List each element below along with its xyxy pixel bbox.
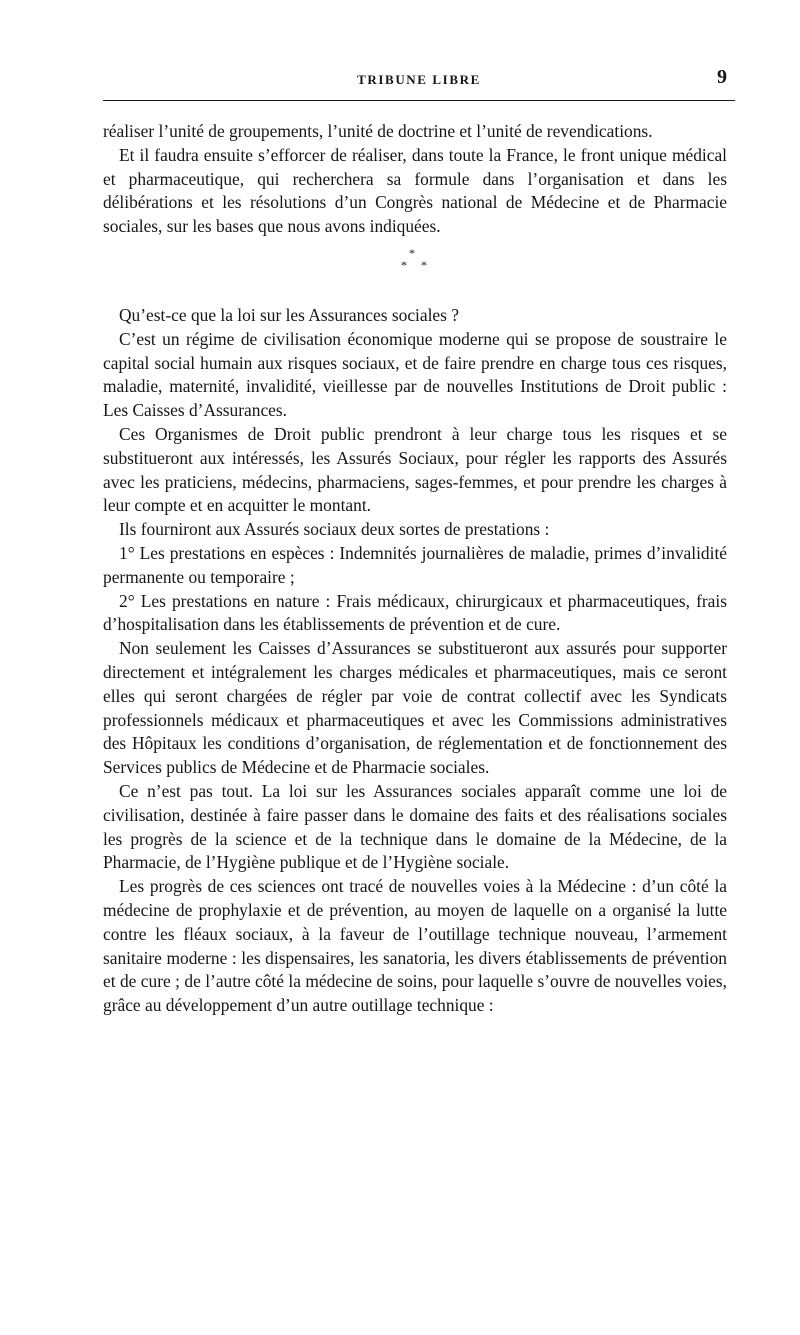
paragraph: 2° Les prestations en nature : Frais médicaux, chirurgicaux et pharmaceutiques, frais d’hospitalisation dans les établissements de prévention et de cure. xyxy=(103,590,727,635)
body-text xyxy=(103,120,727,1018)
paragraph: Ils fourniront aux Assurés sociaux deux sortes de prestations : xyxy=(119,519,550,540)
page-header xyxy=(103,62,735,102)
separator-star: * xyxy=(409,245,415,260)
paragraph: C’est un régime de civilisation économique moderne qui se propose de soustraire le capital social humain aux risques sociaux, et de faire prendre en charge tous ces risques, maladie, maternité, invalidité, vieillesse par de nouvelles Institutions de Droit public : Les Caisses d’Assurances. xyxy=(103,328,727,421)
page-number: 9 xyxy=(717,66,727,88)
paragraph: Ce n’est pas tout. La loi sur les Assurances sociales apparaît comme une loi de civilisation, destinée à faire passer dans le domaine des faits et des réalisations sociales les progrès de la science et de la technique dans le domaine de la Médecine, de la Pharmacie, de l’Hygiène publique et de l’Hygiène sociale. xyxy=(103,780,727,873)
section-separator xyxy=(103,239,727,304)
paragraph: réaliser l’unité de groupements, l’unité de doctrine et l’unité de revendications. xyxy=(103,121,653,141)
separator-star: * xyxy=(421,257,427,272)
paragraph: Ces Organismes de Droit public prendront à leur charge tous les risques et se substitueront aux intéressés, les Assurés Sociaux, pour régler les rapports des Assurés avec les praticiens, médecins, pharmaciens, sages-femmes, et pour prendre les charges à leur compte et en acquitter le montant. xyxy=(103,423,727,516)
paragraph: Non seulement les Caisses d’Assurances se substitueront aux assurés pour supporter directement et intégralement les charges médicales et pharmaceutiques, mais ce seront elles qui seront chargées de régler par voie de contrat collectif avec les Syndicats professionnels médicaux et pharmaceutiques et avec les Commissions administratives des Hôpitaux les conditions d’organisation, de réglementation et de fonctionnement des Services publics de Médecine et de Pharmacie sociales. xyxy=(103,638,727,778)
paragraph: Qu’est-ce que la loi sur les Assurances sociales ? xyxy=(119,304,459,325)
paragraph: 1° Les prestations en espèces : Indemnités journalières de maladie, primes d’invalidité permanente ou temporaire ; xyxy=(103,542,727,587)
header-rule xyxy=(103,100,735,101)
separator-star: * xyxy=(401,257,407,272)
running-title: TRIBUNE LIBRE xyxy=(357,72,481,87)
paragraph: Les progrès de ces sciences ont tracé de nouvelles voies à la Médecine : d’un côté la médecine de prophylaxie et de prévention, au moyen de laquelle on a organisé la lutte contre les fléaux sociaux, à la faveur de l’outillage technique nouveau, l’armement sanitaire moderne : les dispensaires, les sanatoria, les divers établissements de prévention et de cure ; de l’autre côté la médecine de soins, pour laquelle s’ouvre de nouvelles voies, grâce au développement d’un autre outillage technique : xyxy=(103,876,727,1016)
paragraph: Et il faudra ensuite s’efforcer de réaliser, dans toute la France, le front unique médical et pharmaceutique, qui recherchera sa formule dans l’organisation et dans les délibérations et les résolutions d’un Congrès national de Médecine et de Pharmacie sociales, sur les bases que nous avons indiquées. xyxy=(103,144,727,237)
